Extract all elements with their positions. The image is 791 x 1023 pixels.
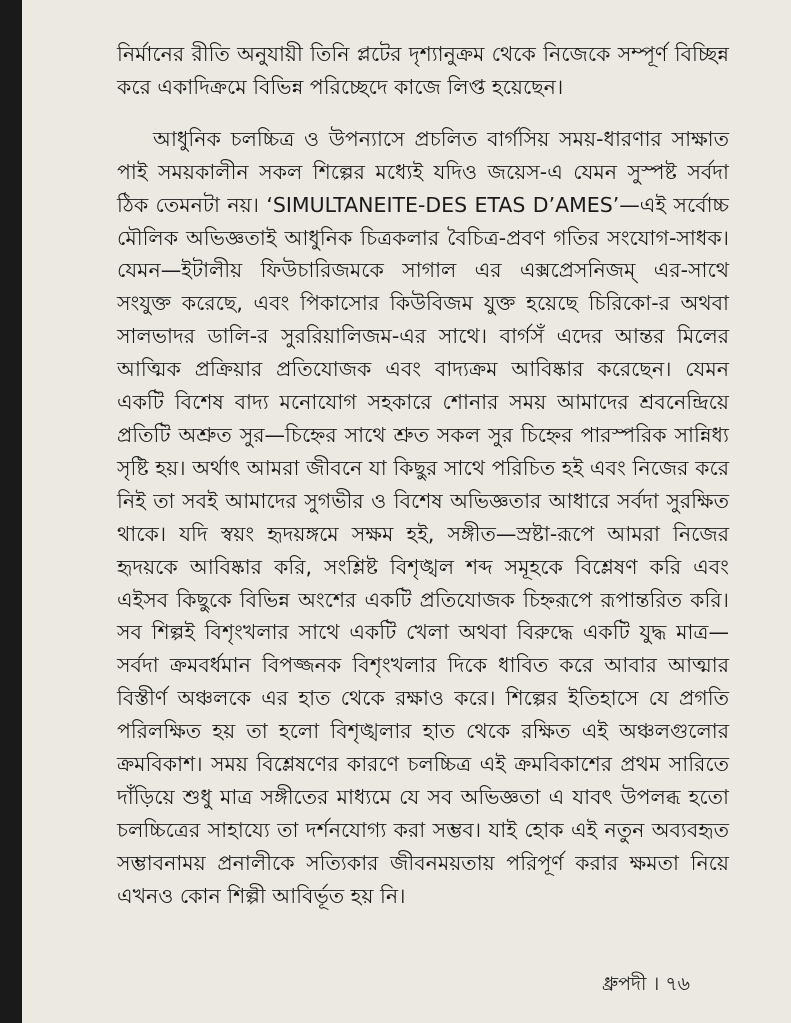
- body-text: [117, 38, 729, 913]
- book-page: [22, 0, 791, 1023]
- page-footer: ধ্রুপদী । ৭৬: [602, 973, 691, 995]
- paragraph-2: আধুনিক চলচ্চিত্র ও উপন্যাসে প্রচলিত বার্গসিয় সময়-ধারণার সাক্ষাত পাই সময়কালীন সকল শিল্পের মধ্যেই যদিও জয়েস-এ যেমন সুস্পষ্ট সর্বদা ঠিক তেমনটা নয়। ‘SIMULTANEITE-DES ETAS D’AMES’—এই সর্বোচ্চ মৌলিক অভিজ্ঞতাই আধুনিক চিত্রকলার বৈচিত্র-প্রবণ গতির সংযোগ-সাধক। যেমন—ইটালীয় ফিউচারিজমকে সাগাল এর এক্সপ্রেসনিজম্ এর-সাথে সংযুক্ত করেছে, এবং পিকাসোর কিউবিজম যুক্ত হয়েছে চিরিকো-র অথবা সালভাদর ডালি-র সুররিয়ালিজম-এর সাথে। বার্গসঁ এদের আন্তর মিলের আত্মিক প্রক্রিয়ার প্রতিযোজক এবং বাদ্যক্রম আবিষ্কার করেছেন। যেমন একটি বিশেষ বাদ্য মনোযোগ সহকারে শোনার সময় আমাদের শ্রবনেন্দ্রিয়ে প্রতিটি অশ্রুত সুর—চিহ্নের সাথে শ্রুত সকল সুর চিহ্নের পারস্পরিক সান্নিধ্য সৃষ্টি হয়। অর্থাৎ আমরা জীবনে যা কিছুর সাথে পরিচিত হই এবং নিজের করে নিই তা সবই আমাদের সুগভীর ও বিশেষ অভিজ্ঞতার আধারে সর্বদা সুরক্ষিত থাকে। যদি স্বয়ং হৃদয়ঙ্গমে সক্ষম হই, সঙ্গীত—স্রষ্টা-রূপে আমরা নিজের হৃদয়কে আবিষ্কার করি, সংশ্লিষ্ট বিশৃঙ্খল শব্দ সমূহকে বিশ্লেষণ করি এবং এইসব কিছুকে বিভিন্ন অংশের একটি প্রতিযোজক চিহ্নরূপে রূপান্তরিত করি। সব শিল্পই বিশৃংখলার সাথে একটি খেলা অথবা বিরুদ্ধে একটি যুদ্ধ মাত্র—সর্বদা ক্রমবর্ধমান বিপজ্জনক বিশৃংখলার দিকে ধাবিত করে আবার আত্মার বিস্তীর্ণ অঞ্চলকে এর হাত থেকে রক্ষাও করে। শিল্পের ইতিহাসে যে প্রগতি পরিলক্ষিত হয় তা হলো বিশৃঙ্খলার হাত থেকে রক্ষিত এই অঞ্চলগুলোর ক্রমবিকাশ। সময় বিশ্লেষণের কারণে চলচ্চিত্র এই ক্রমবিকাশের প্রথম সারিতে দাঁড়িয়ে শুধু মাত্র সঙ্গীতের মাধ্যমে যে সব অভিজ্ঞতা এ যাবৎ উপলব্ধ হতো চলচ্চিত্রের সাহায্যে তা দর্শনযোগ্য করা সম্ভব। যাই হোক এই নতুন অব্যবহৃত সম্ভাবনাময় প্রনালীকে সত্যিকার জীবনময়তায় পরিপূর্ণ করার ক্ষমতা নিয়ে এখনও কোন শিল্পী আবির্ভূত হয় নি।: [117, 126, 729, 908]
- paragraph-1: নির্মানের রীতি অনুযায়ী তিনি প্লটের দৃশ্যানুক্রম থেকে নিজেকে সম্পূর্ণ বিচ্ছিন্ন করে একাদিক্রমে বিভিন্ন পরিচ্ছেদে কাজে লিপ্ত হয়েছেন।: [117, 42, 729, 99]
